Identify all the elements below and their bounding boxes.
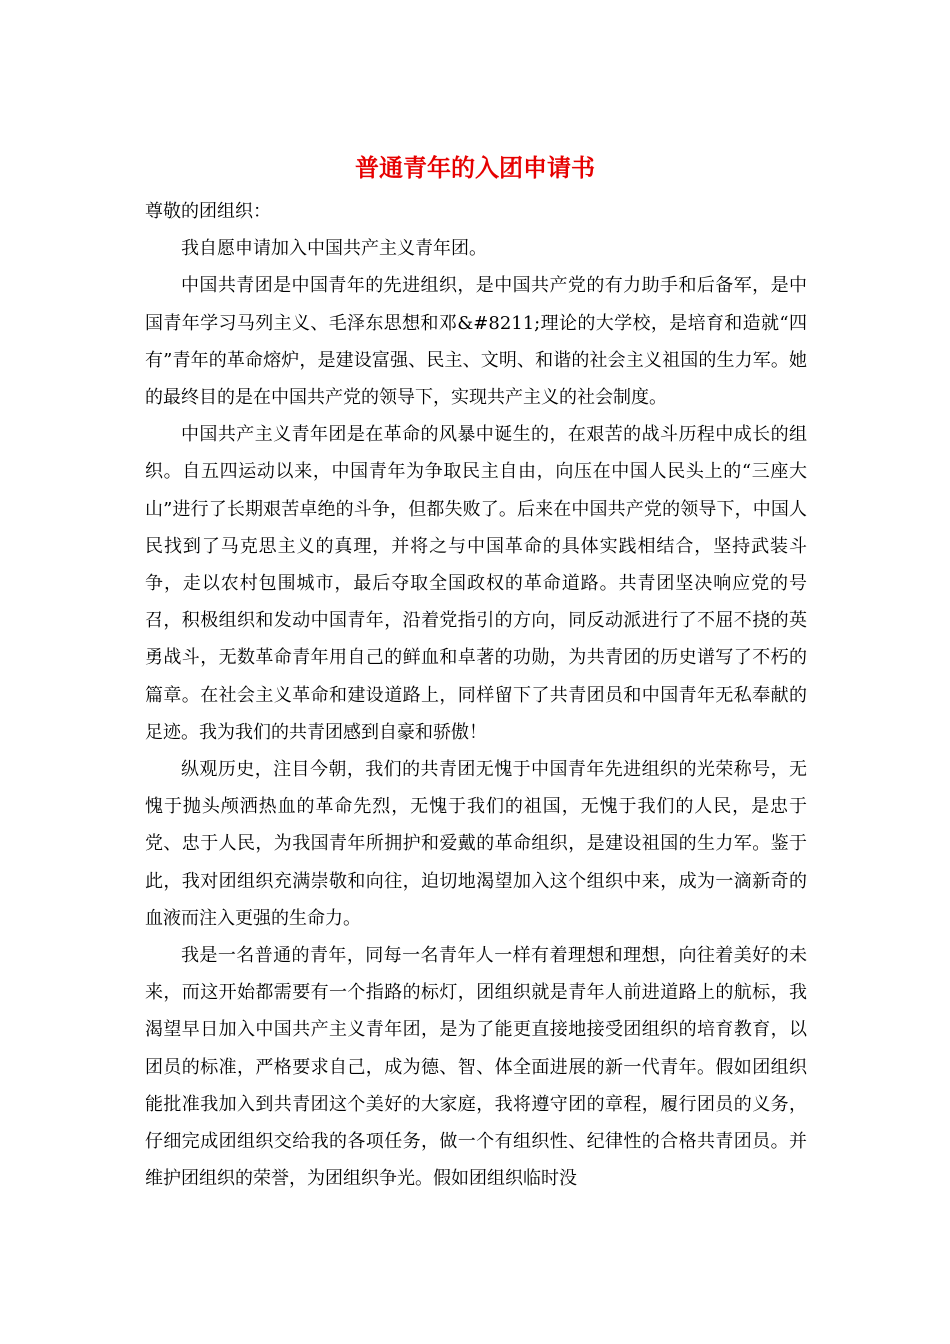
- paragraph-1: 我自愿申请加入中国共产主义青年团。: [181, 238, 487, 260]
- document-body: [145, 193, 807, 1197]
- paragraph-3: 中国共产主义青年团是在革命的风暴中诞生的，在艰苦的战斗历程中成长的组织。自五四运动以来，中国青年为争取民主自由，向压在中国人民头上的“三座大山”进行了长期艰苦卓绝的斗争，但都失败了。后来在中国共产党的领导下，中国人民找到了马克思主义的真理，并将之与中国革命的具体实践相结合，坚持武装斗争，走以农村包围城市，最后夺取全国政权的革命道路。共青团坚决响应党的号召，积极组织和发动中国青年，沿着党指引的方向，同反动派进行了不屈不挠的英勇战斗，无数革命青年用自己的鲜血和卓著的功勋，为共青团的历史谱写了不朽的篇章。在社会主义革命和建设道路上，同样留下了共青团员和中国青年无私奉献的足迹。我为我们的共青团感到自豪和骄傲！: [145, 424, 807, 743]
- paragraph-4: 纵观历史，注目今朝，我们的共青团无愧于中国青年先进组织的光荣称号，无愧于抛头颅洒热血的革命先烈，无愧于我们的祖国，无愧于我们的人民，是忠于党、忠于人民，为我国青年所拥护和爱戴的革命组织，是建设祖国的生力军。鉴于此，我对团组织充满崇敬和向往，迫切地渴望加入这个组织中来，成为一滴新奇的血液而注入更强的生命力。: [145, 759, 807, 929]
- paragraph-5: 我是一名普通的青年，同每一名青年人一样有着理想和理想，向往着美好的未来，而这开始都需要有一个指路的标灯，团组织就是青年人前进道路上的航标，我渴望早日加入中国共产主义青年团，是为了能更直接地接受团组织的培育教育，以团员的标准，严格要求自己，成为德、智、体全面进展的新一代青年。假如团组织能批准我加入到共青团这个美好的大家庭，我将遵守团的章程，履行团员的义务，仔细完成团组织交给我的各项任务，做一个有组织性、纪律性的合格共青团员。并维护团组织的荣誉，为团组织争光。假如团组织临时没: [145, 945, 807, 1190]
- salutation: 尊敬的团组织：: [145, 201, 271, 222]
- document-title: 普通青年的入团申请书: [355, 153, 595, 182]
- paragraph-2: 中国共青团是中国青年的先进组织，是中国共产党的有力助手和后备军，是中国青年学习马列主义、毛泽东思想和邓&#8211;理论的大学校，是培育和造就“四有”青年的革命熔炉，是建设富强、民主、文明、和谐的社会主义祖国的生力军。她的最终目的是在中国共产党的领导下，实现共产主义的社会制度。: [145, 275, 807, 409]
